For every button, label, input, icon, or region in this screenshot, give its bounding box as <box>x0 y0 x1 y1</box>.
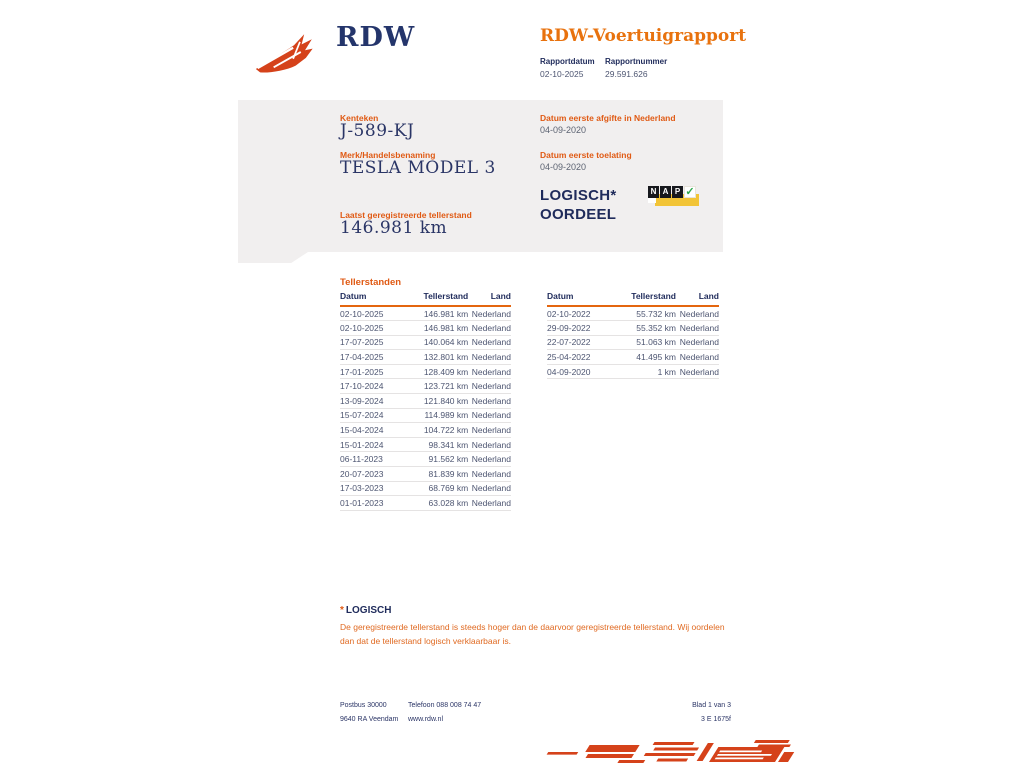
footer-page-number: Blad 1 van 3 <box>692 702 731 709</box>
col-tellerstand: Tellerstand <box>619 289 676 306</box>
table-cell: Nederland <box>468 437 511 452</box>
table-row <box>340 364 511 379</box>
table-cell: 15-01-2024 <box>340 437 412 452</box>
table-row <box>340 321 511 336</box>
rdw-logo-icon <box>255 29 333 75</box>
afgifte-value: 04-09-2020 <box>540 125 587 135</box>
note-body: De geregistreerde tellerstand is steeds hoger dan de daarvoor geregistreerde tellerstand. Wij oordelen dan dat de tellerstand logisch verklaarbaar is. <box>340 622 725 646</box>
table-cell: 128.409 km <box>412 364 468 379</box>
col-land: Land <box>676 289 719 306</box>
table-cell: 81.839 km <box>412 467 468 482</box>
table-cell: 68.769 km <box>412 481 468 496</box>
nap-notch <box>648 198 656 203</box>
table-row <box>340 467 511 482</box>
report-number-value: 29.591.626 <box>605 69 648 79</box>
odometer-table-left <box>340 289 511 511</box>
table-row <box>340 423 511 438</box>
note-asterisk: * <box>340 605 344 616</box>
nap-letter-n: N <box>648 186 659 198</box>
report-date-label: Rapportdatum <box>540 57 595 66</box>
table-cell: 02-10-2025 <box>340 306 412 321</box>
table-row <box>547 364 719 379</box>
col-datum: Datum <box>340 289 412 306</box>
table-row <box>547 350 719 365</box>
col-datum: Datum <box>547 289 619 306</box>
table-cell: 146.981 km <box>412 321 468 336</box>
table-cell: Nederland <box>468 306 511 321</box>
table-cell: Nederland <box>468 452 511 467</box>
footer-address-line2: 9640 RA Veendam <box>340 716 399 723</box>
nap-check-icon: ✓ <box>685 186 695 198</box>
table-cell: 51.063 km <box>619 335 676 350</box>
odometer-table-right <box>547 289 719 379</box>
table-cell: Nederland <box>676 335 719 350</box>
table-cell: Nederland <box>468 467 511 482</box>
table-cell: 123.721 km <box>412 379 468 394</box>
table-cell: Nederland <box>468 379 511 394</box>
table-cell: 04-09-2020 <box>547 364 619 379</box>
table-cell: 55.732 km <box>619 306 676 321</box>
table-cell: 104.722 km <box>412 423 468 438</box>
table-cell: Nederland <box>676 306 719 321</box>
table-cell: 17-07-2025 <box>340 335 412 350</box>
table-cell: 55.352 km <box>619 321 676 336</box>
oordeel-text <box>540 186 617 224</box>
table-cell: 91.562 km <box>412 452 468 467</box>
table-cell: Nederland <box>468 364 511 379</box>
oordeel-line1: LOGISCH* <box>540 187 617 204</box>
table-cell: 98.341 km <box>412 437 468 452</box>
note-heading <box>340 605 391 616</box>
table-cell: 121.840 km <box>412 394 468 409</box>
table-cell: 02-10-2022 <box>547 306 619 321</box>
table-cell: 06-11-2023 <box>340 452 412 467</box>
table-cell: 140.064 km <box>412 335 468 350</box>
table-cell: 17-04-2025 <box>340 350 412 365</box>
kenteken-value: J-589-KJ <box>340 121 415 141</box>
table-row <box>340 481 511 496</box>
table-row <box>547 335 719 350</box>
report-date-value: 02-10-2025 <box>540 69 584 79</box>
table-row <box>340 350 511 365</box>
table-cell: Nederland <box>468 481 511 496</box>
footer-contact <box>408 699 481 727</box>
table-cell: Nederland <box>468 423 511 438</box>
table-cell: 02-10-2025 <box>340 321 412 336</box>
nap-logo <box>648 186 700 212</box>
table-row <box>340 437 511 452</box>
table-row <box>340 394 511 409</box>
oordeel-line2: OORDEEL <box>540 206 617 223</box>
page-title: RDW-Voertuigrapport <box>540 26 747 46</box>
table-row <box>547 321 719 336</box>
table-cell: 15-04-2024 <box>340 423 412 438</box>
table-cell: 146.981 km <box>412 306 468 321</box>
note-heading-text: LOGISCH <box>345 605 392 616</box>
table-cell: 17-01-2025 <box>340 364 412 379</box>
table-row <box>340 379 511 394</box>
table-row <box>340 335 511 350</box>
table-cell: 114.989 km <box>412 408 468 423</box>
col-tellerstand: Tellerstand <box>412 289 468 306</box>
table-cell: 63.028 km <box>412 496 468 511</box>
merk-value: TESLA MODEL 3 <box>340 158 496 178</box>
toelating-value: 04-09-2020 <box>540 162 587 172</box>
footer-page-info <box>630 699 731 727</box>
table-row <box>340 306 511 321</box>
table-row <box>547 306 719 321</box>
table-row <box>340 408 511 423</box>
footer-phone: Telefoon 088 008 74 47 <box>408 702 482 709</box>
table-cell: 15-07-2024 <box>340 408 412 423</box>
table-row <box>340 452 511 467</box>
table-cell: 01-01-2023 <box>340 496 412 511</box>
nap-letter-a: A <box>660 186 671 198</box>
table-cell: 13-09-2024 <box>340 394 412 409</box>
table-cell: 41.495 km <box>619 350 676 365</box>
footer-website: www.rdw.nl <box>408 716 444 723</box>
afgifte-label: Datum eerste afgifte in Nederland <box>540 113 676 123</box>
rdw-wordmark: RDW <box>336 22 416 53</box>
table-header-row <box>547 289 719 306</box>
table-cell: Nederland <box>468 394 511 409</box>
table-cell: 17-03-2023 <box>340 481 412 496</box>
report-number-label: Rapportnummer <box>605 57 668 66</box>
table-cell: 20-07-2023 <box>340 467 412 482</box>
rdw-stripes-decoration <box>545 738 797 768</box>
col-land: Land <box>468 289 511 306</box>
tellerstand-label: Laatst geregistreerde tellerstand <box>340 210 472 220</box>
table-cell: 22-07-2022 <box>547 335 619 350</box>
nap-letter-p: P <box>672 186 683 198</box>
table-cell: Nederland <box>468 496 511 511</box>
table-cell: Nederland <box>468 350 511 365</box>
merk-label: Merk/Handelsbenaming <box>340 150 436 160</box>
vehicle-summary-box <box>238 100 723 252</box>
table-cell: 17-10-2024 <box>340 379 412 394</box>
footer-address <box>340 699 398 727</box>
footer-form-code: 3 E 1675f <box>701 716 731 723</box>
table-row <box>340 496 511 511</box>
table-header-row <box>340 289 511 306</box>
table-cell: Nederland <box>468 335 511 350</box>
table-cell: Nederland <box>676 321 719 336</box>
toelating-label: Datum eerste toelating <box>540 150 632 160</box>
table-cell: 25-04-2022 <box>547 350 619 365</box>
table-cell: Nederland <box>468 408 511 423</box>
table-cell: Nederland <box>676 364 719 379</box>
tellerstand-value: 146.981 km <box>340 218 448 238</box>
table-cell: Nederland <box>468 321 511 336</box>
table-cell: 29-09-2022 <box>547 321 619 336</box>
table-cell: Nederland <box>676 350 719 365</box>
table-cell: 1 km <box>619 364 676 379</box>
table-cell: 132.801 km <box>412 350 468 365</box>
tables-title: Tellerstanden <box>340 277 402 288</box>
kenteken-label: Kenteken <box>340 113 379 123</box>
footer-address-line1: Postbus 30000 <box>340 702 387 709</box>
